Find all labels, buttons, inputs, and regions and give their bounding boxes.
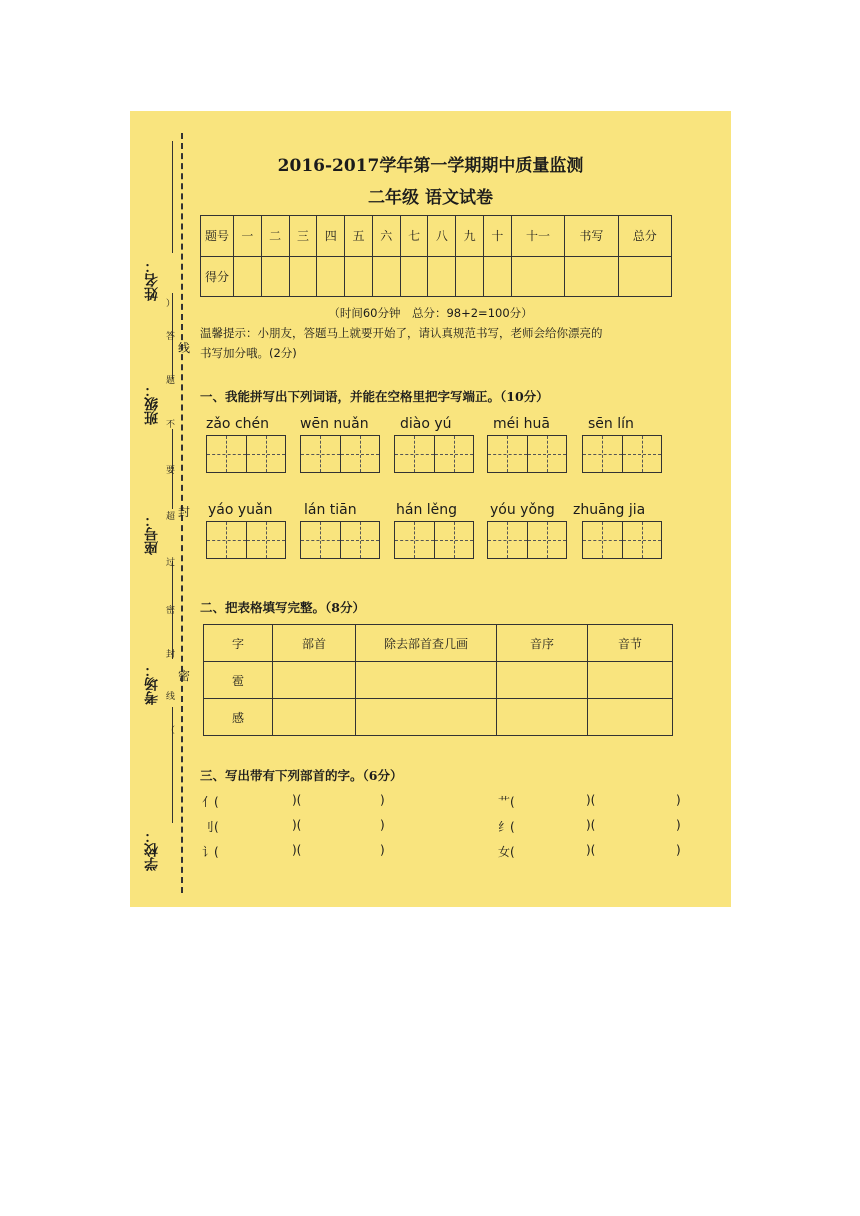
pinyin-label: yáo yuǎn bbox=[208, 502, 273, 518]
score-row-label: 得分 bbox=[201, 256, 234, 297]
radical-prompt: 亻( bbox=[202, 795, 219, 809]
seat-label: 座号： bbox=[144, 513, 160, 555]
fill-blank-cell[interactable] bbox=[356, 662, 497, 699]
fill-blank-cell[interactable] bbox=[273, 662, 356, 699]
seal-char: 要 bbox=[166, 466, 176, 476]
exam-title: 2016-2017学年第一学期期中质量监测 bbox=[277, 156, 584, 176]
fill-char-cell: 感 bbox=[204, 699, 273, 736]
score-header-cell: 六 bbox=[372, 216, 400, 257]
writing-grid[interactable] bbox=[487, 521, 567, 559]
writing-grid[interactable] bbox=[300, 521, 380, 559]
school-label: 学校： bbox=[144, 829, 160, 871]
paren-close: ) bbox=[380, 793, 385, 807]
paren-close: ) bbox=[676, 793, 681, 807]
seal-side-char: 线 bbox=[178, 341, 191, 355]
pinyin-label: zǎo chén bbox=[206, 416, 269, 432]
paren-sep: )( bbox=[586, 818, 596, 832]
fill-header-cell: 除去部首查几画 bbox=[356, 625, 497, 662]
pinyin-label: lán tiān bbox=[304, 502, 357, 518]
score-header-cell: 总分 bbox=[618, 216, 671, 257]
score-blank-cell[interactable] bbox=[565, 256, 618, 297]
exam-subtitle: 二年级 语文试卷 bbox=[368, 188, 493, 208]
fill-blank-cell[interactable] bbox=[497, 699, 588, 736]
paren-sep: )( bbox=[586, 843, 596, 857]
writing-grid[interactable] bbox=[582, 435, 662, 473]
fill-blank-cell[interactable] bbox=[588, 662, 673, 699]
score-header-cell: 十 bbox=[484, 216, 512, 257]
fill-header-cell: 音节 bbox=[588, 625, 673, 662]
fill-row bbox=[204, 699, 673, 736]
score-blank-cell[interactable] bbox=[234, 256, 262, 297]
score-header-cell: 四 bbox=[317, 216, 345, 257]
fill-row bbox=[204, 662, 673, 699]
pinyin-label: diào yú bbox=[400, 416, 452, 432]
seal-char: 题 bbox=[166, 376, 176, 386]
score-header-cell: 二 bbox=[261, 216, 289, 257]
radical-row bbox=[202, 843, 702, 861]
seal-char: 线 bbox=[166, 692, 176, 702]
score-header-cell: 五 bbox=[345, 216, 373, 257]
score-blank-cell[interactable] bbox=[261, 256, 289, 297]
pinyin-label: sēn lín bbox=[588, 416, 634, 432]
score-table bbox=[200, 215, 672, 297]
fill-header-cell: 部首 bbox=[273, 625, 356, 662]
score-header-cell: 一 bbox=[234, 216, 262, 257]
score-blank-cell[interactable] bbox=[289, 256, 317, 297]
fill-char-cell: 雹 bbox=[204, 662, 273, 699]
seal-char: 答 bbox=[166, 332, 176, 342]
seal-side-char: 密 bbox=[178, 669, 191, 683]
fill-blank-cell[interactable] bbox=[273, 699, 356, 736]
seal-char: ） bbox=[166, 299, 176, 309]
name-label: 姓名： bbox=[144, 259, 160, 301]
radical-prompt: 女( bbox=[498, 845, 515, 859]
exam-sheet bbox=[130, 111, 731, 907]
section1-title: 一、我能拼写出下列词语，并能在空格里把字写端正。（10分） bbox=[200, 389, 549, 404]
score-blank-cell[interactable] bbox=[618, 256, 671, 297]
writing-grid[interactable] bbox=[206, 521, 286, 559]
pinyin-label: hán lěng bbox=[396, 502, 458, 518]
seal-char: 过 bbox=[166, 558, 176, 568]
radical-row bbox=[202, 818, 702, 836]
fill-blank-cell[interactable] bbox=[497, 662, 588, 699]
section3-title: 三、写出带有下列部首的字。（6分） bbox=[200, 768, 403, 783]
paren-close: ) bbox=[676, 818, 681, 832]
seal-side-char: 封 bbox=[178, 505, 191, 519]
score-header-cell: 三 bbox=[289, 216, 317, 257]
writing-grid[interactable] bbox=[394, 521, 474, 559]
fill-table bbox=[203, 624, 673, 736]
paren-close: ) bbox=[380, 818, 385, 832]
fill-header-row bbox=[204, 625, 673, 662]
writing-grid[interactable] bbox=[487, 435, 567, 473]
time-note: （时间60分钟 总分：98+2=100分） bbox=[328, 306, 533, 320]
score-blank-cell[interactable] bbox=[372, 256, 400, 297]
pinyin-label: wēn nuǎn bbox=[300, 416, 369, 432]
fill-blank-cell[interactable] bbox=[588, 699, 673, 736]
paren-sep: )( bbox=[292, 818, 302, 832]
score-blank-cell[interactable] bbox=[456, 256, 484, 297]
radical-prompt: 艹( bbox=[498, 795, 515, 809]
pinyin-label: zhuāng jia bbox=[573, 502, 646, 518]
tip-line-1: 温馨提示：小朋友，答题马上就要开始了，请认真规范书写，老师会给你漂亮的 bbox=[200, 326, 603, 340]
score-blank-cell[interactable] bbox=[400, 256, 428, 297]
score-blank-cell[interactable] bbox=[428, 256, 456, 297]
paren-sep: )( bbox=[586, 793, 596, 807]
pinyin-label: yóu yǒng bbox=[490, 502, 555, 518]
seal-char: （ bbox=[166, 726, 176, 736]
fill-header-cell: 音序 bbox=[497, 625, 588, 662]
seal-char: 超 bbox=[166, 512, 176, 522]
seal-char: 密 bbox=[166, 606, 176, 616]
score-value-row bbox=[201, 256, 672, 297]
paren-sep: )( bbox=[292, 843, 302, 857]
score-header-cell: 十一 bbox=[511, 216, 564, 257]
score-header-cell: 八 bbox=[428, 216, 456, 257]
radical-prompt: 讠( bbox=[202, 845, 219, 859]
pinyin-label: méi huā bbox=[493, 416, 550, 432]
paren-close: ) bbox=[380, 843, 385, 857]
score-header-cell: 书写 bbox=[565, 216, 618, 257]
writing-grid[interactable] bbox=[394, 435, 474, 473]
score-blank-cell[interactable] bbox=[345, 256, 373, 297]
radical-prompt: 刂( bbox=[202, 820, 219, 834]
fill-blank-cell[interactable] bbox=[356, 699, 497, 736]
writing-grid[interactable] bbox=[300, 435, 380, 473]
writing-grid[interactable] bbox=[582, 521, 662, 559]
fill-header-cell: 字 bbox=[204, 625, 273, 662]
score-blank-cell[interactable] bbox=[484, 256, 512, 297]
score-header-cell: 九 bbox=[456, 216, 484, 257]
class-label: 班级： bbox=[144, 383, 160, 425]
score-header-cell: 题号 bbox=[201, 216, 234, 257]
radical-row bbox=[202, 793, 702, 811]
score-blank-cell[interactable] bbox=[317, 256, 345, 297]
radical-prompt: 纟( bbox=[498, 820, 515, 834]
paren-close: ) bbox=[676, 843, 681, 857]
score-blank-cell[interactable] bbox=[511, 256, 564, 297]
score-header-row bbox=[201, 216, 672, 257]
seal-char: 不 bbox=[166, 420, 176, 430]
seal-char: 封 bbox=[166, 650, 176, 660]
score-header-cell: 七 bbox=[400, 216, 428, 257]
writing-grid[interactable] bbox=[206, 435, 286, 473]
paren-sep: )( bbox=[292, 793, 302, 807]
room-label: 考场： bbox=[144, 663, 160, 705]
section2-title: 二、把表格填写完整。（8分） bbox=[200, 600, 365, 615]
tip-line-2: 书写加分哦。(2分) bbox=[200, 346, 297, 360]
